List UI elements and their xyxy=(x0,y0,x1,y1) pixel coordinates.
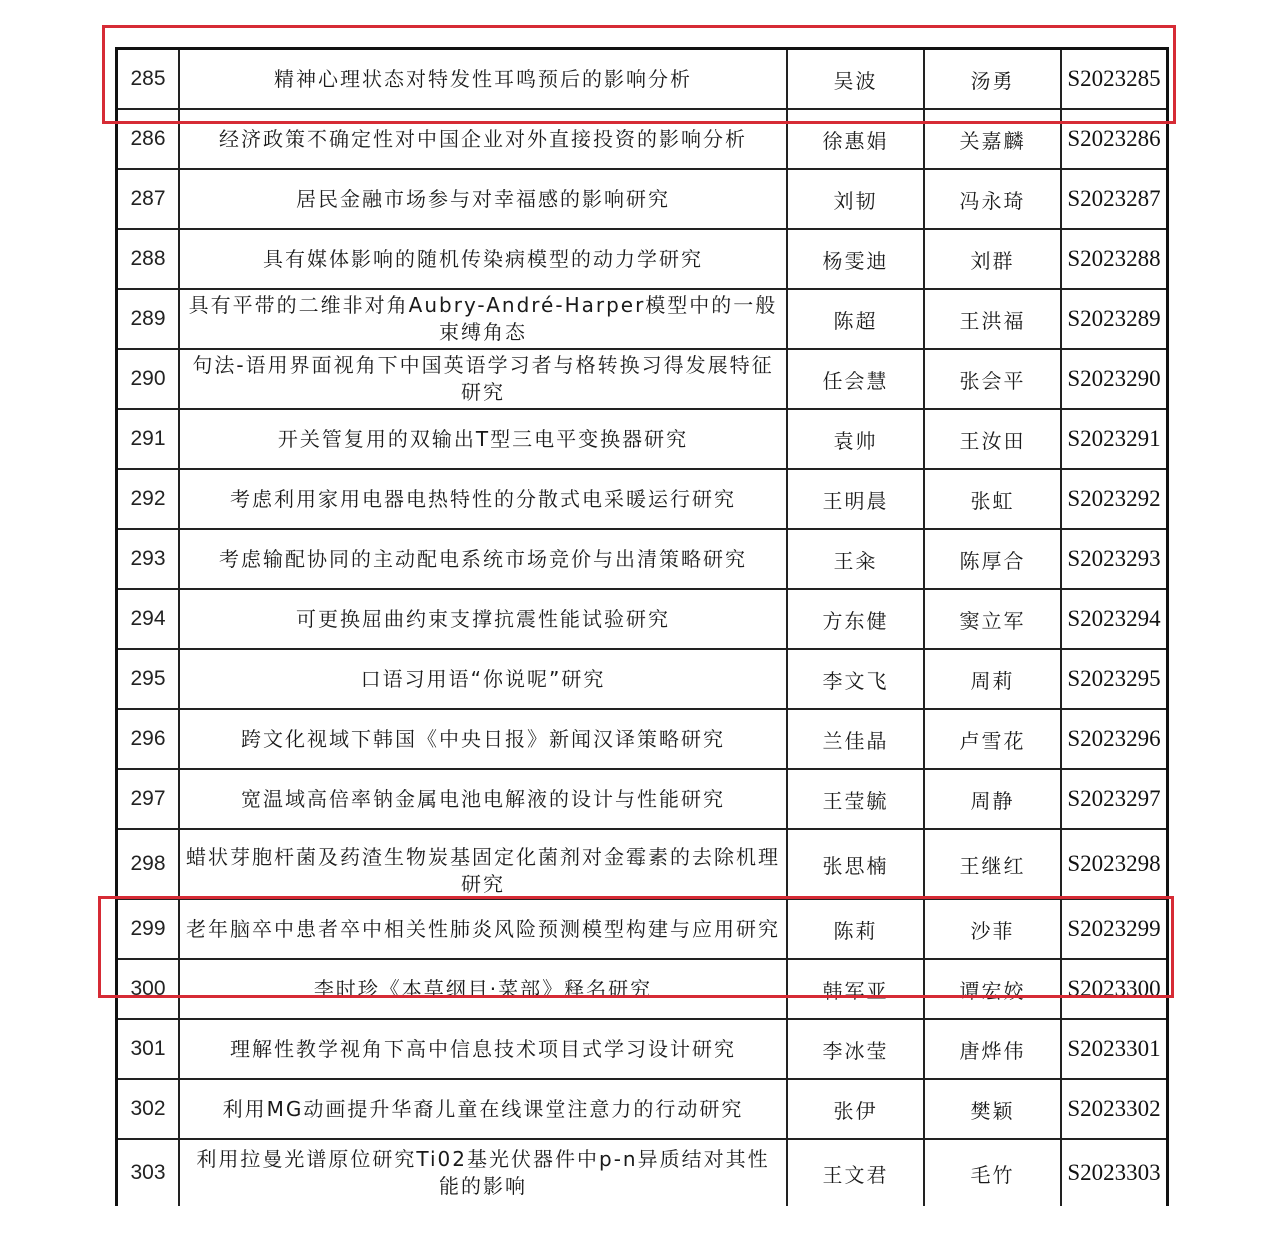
row-number-cell xyxy=(117,1139,180,1206)
project-title-cell xyxy=(179,229,787,289)
row-number-cell xyxy=(117,109,180,169)
row-number: 286 xyxy=(130,127,166,150)
row-number-cell xyxy=(117,229,180,289)
table-row xyxy=(117,49,1168,110)
project-advisor-cell xyxy=(924,109,1061,169)
row-number-cell xyxy=(117,649,180,709)
project-advisor: 谭宏姣 xyxy=(959,978,1026,1003)
project-advisor: 王汝田 xyxy=(959,428,1026,453)
project-code: S2023300 xyxy=(1067,976,1161,1001)
row-number-cell xyxy=(117,1079,180,1139)
row-number: 297 xyxy=(130,787,166,810)
project-code: S2023299 xyxy=(1067,916,1161,941)
project-advisor: 张会平 xyxy=(959,368,1026,393)
table-row xyxy=(117,289,1168,349)
project-leader: 李文飞 xyxy=(822,668,889,693)
project-code: S2023285 xyxy=(1067,66,1161,91)
project-title: 考虑利用家用电器电热特性的分散式电采暖运行研究 xyxy=(230,486,736,511)
project-advisor-cell xyxy=(924,529,1061,589)
project-title: 理解性教学视角下高中信息技术项目式学习设计研究 xyxy=(230,1036,736,1061)
project-code-cell xyxy=(1061,649,1168,709)
project-code-cell xyxy=(1061,709,1168,769)
project-title: 考虑输配协同的主动配电系统市场竞价与出清策略研究 xyxy=(219,546,747,571)
row-number: 302 xyxy=(130,1097,166,1120)
row-number: 294 xyxy=(130,607,166,630)
project-leader-cell xyxy=(787,109,924,169)
project-title: 句法-语用界面视角下中国英语学习者与格转换习得发展特征研究 xyxy=(192,353,774,404)
table-row xyxy=(117,709,1168,769)
project-code-cell xyxy=(1061,169,1168,229)
project-advisor-cell xyxy=(924,649,1061,709)
project-code: S2023296 xyxy=(1067,726,1161,751)
project-title-cell xyxy=(179,169,787,229)
project-leader: 方东健 xyxy=(822,608,889,633)
row-number: 299 xyxy=(130,917,166,940)
project-title: 可更换屈曲约束支撑抗震性能试验研究 xyxy=(296,606,670,631)
project-code: S2023288 xyxy=(1067,246,1161,271)
project-code: S2023303 xyxy=(1067,1160,1161,1185)
table-row xyxy=(117,109,1168,169)
project-code-cell xyxy=(1061,829,1168,899)
project-advisor-cell xyxy=(924,709,1061,769)
project-leader-cell xyxy=(787,49,924,110)
table-row xyxy=(117,1019,1168,1079)
row-number-cell xyxy=(117,289,180,349)
row-number: 289 xyxy=(130,307,166,330)
project-code-cell xyxy=(1061,229,1168,289)
row-number: 287 xyxy=(130,187,166,210)
project-code: S2023293 xyxy=(1067,546,1161,571)
project-leader: 吴波 xyxy=(833,68,878,93)
project-leader-cell xyxy=(787,589,924,649)
table-row xyxy=(117,959,1168,1019)
project-title: 跨文化视域下韩国《中央日报》新闻汉译策略研究 xyxy=(241,726,725,751)
row-number-cell xyxy=(117,959,180,1019)
project-advisor: 毛竹 xyxy=(970,1162,1015,1187)
project-leader-cell xyxy=(787,469,924,529)
project-leader: 李冰莹 xyxy=(822,1038,889,1063)
table-row xyxy=(117,529,1168,589)
project-advisor-cell xyxy=(924,1079,1061,1139)
project-title: 居民金融市场参与对幸福感的影响研究 xyxy=(296,186,670,211)
project-code: S2023301 xyxy=(1067,1036,1161,1061)
project-code: S2023290 xyxy=(1067,366,1161,391)
project-leader-cell xyxy=(787,649,924,709)
project-title: 宽温域高倍率钠金属电池电解液的设计与性能研究 xyxy=(241,786,725,811)
row-number: 295 xyxy=(130,667,166,690)
row-number-cell xyxy=(117,409,180,469)
project-code: S2023287 xyxy=(1067,186,1161,211)
project-title: 开关管复用的双输出T型三电平变换器研究 xyxy=(277,426,689,451)
project-title: 李时珍《本草纲目·菜部》释名研究 xyxy=(313,976,653,1001)
table-row xyxy=(117,1139,1168,1206)
project-title: 蜡状芽胞杆菌及药渣生物炭基固定化菌剂对金霉素的去除机理研究 xyxy=(186,845,780,896)
project-advisor-cell xyxy=(924,899,1061,959)
project-leader: 任会慧 xyxy=(822,368,889,393)
project-title: 口语习用语“你说呢”研究 xyxy=(360,666,606,691)
row-number: 293 xyxy=(130,547,166,570)
project-title-cell xyxy=(179,349,787,409)
table-row xyxy=(117,769,1168,829)
project-title-cell xyxy=(179,109,787,169)
project-leader-cell xyxy=(787,709,924,769)
project-advisor-cell xyxy=(924,169,1061,229)
project-code-cell xyxy=(1061,409,1168,469)
project-code: S2023294 xyxy=(1067,606,1161,631)
project-title-cell xyxy=(179,1079,787,1139)
project-advisor: 唐烨伟 xyxy=(959,1038,1026,1063)
row-number-cell xyxy=(117,899,180,959)
project-advisor: 陈厚合 xyxy=(959,548,1026,573)
project-title: 具有媒体影响的随机传染病模型的动力学研究 xyxy=(263,246,703,271)
project-advisor-cell xyxy=(924,349,1061,409)
project-leader-cell xyxy=(787,1019,924,1079)
project-code-cell xyxy=(1061,1079,1168,1139)
project-title-cell xyxy=(179,959,787,1019)
project-code-cell xyxy=(1061,289,1168,349)
project-advisor: 冯永琦 xyxy=(959,188,1026,213)
project-advisor-cell xyxy=(924,829,1061,899)
project-advisor-cell xyxy=(924,1019,1061,1079)
project-code-cell xyxy=(1061,109,1168,169)
project-code: S2023289 xyxy=(1067,306,1161,331)
project-code-cell xyxy=(1061,959,1168,1019)
row-number-cell xyxy=(117,769,180,829)
project-advisor-cell xyxy=(924,469,1061,529)
project-leader-cell xyxy=(787,409,924,469)
project-advisor: 张虹 xyxy=(970,488,1015,513)
table-row xyxy=(117,349,1168,409)
project-code-cell xyxy=(1061,529,1168,589)
row-number: 291 xyxy=(130,427,166,450)
project-leader: 刘韧 xyxy=(833,188,878,213)
project-advisor-cell xyxy=(924,229,1061,289)
table-row xyxy=(117,409,1168,469)
project-advisor: 汤勇 xyxy=(970,68,1015,93)
row-number-cell xyxy=(117,589,180,649)
project-leader-cell xyxy=(787,289,924,349)
project-leader-cell xyxy=(787,829,924,899)
project-leader-cell xyxy=(787,1079,924,1139)
project-leader-cell xyxy=(787,529,924,589)
project-advisor-cell xyxy=(924,289,1061,349)
project-leader: 杨雯迪 xyxy=(822,248,889,273)
project-title-cell xyxy=(179,49,787,110)
row-number-cell xyxy=(117,709,180,769)
row-number: 296 xyxy=(130,727,166,750)
table-row xyxy=(117,169,1168,229)
project-leader: 王莹毓 xyxy=(822,788,889,813)
project-title: 经济政策不确定性对中国企业对外直接投资的影响分析 xyxy=(219,126,747,151)
row-number-cell xyxy=(117,349,180,409)
project-title: 利用拉曼光谱原位研究Ti02基光伏器件中p-n异质结对其性能的影响 xyxy=(196,1147,770,1198)
table-body xyxy=(117,49,1168,1207)
project-code: S2023295 xyxy=(1067,666,1161,691)
row-number-cell xyxy=(117,169,180,229)
project-leader: 王明晨 xyxy=(822,488,889,513)
project-code-cell xyxy=(1061,1019,1168,1079)
project-leader: 袁帅 xyxy=(833,428,878,453)
project-advisor: 沙菲 xyxy=(970,918,1015,943)
project-advisor: 卢雪花 xyxy=(959,728,1026,753)
project-title: 老年脑卒中患者卒中相关性肺炎风险预测模型构建与应用研究 xyxy=(186,916,780,941)
project-leader-cell xyxy=(787,959,924,1019)
row-number: 298 xyxy=(130,852,166,875)
table-row xyxy=(117,829,1168,899)
project-leader: 陈莉 xyxy=(833,918,878,943)
row-number: 301 xyxy=(130,1037,166,1060)
project-advisor-cell xyxy=(924,769,1061,829)
project-leader: 陈超 xyxy=(833,308,878,333)
project-title-cell xyxy=(179,649,787,709)
table-row xyxy=(117,899,1168,959)
project-code: S2023297 xyxy=(1067,786,1161,811)
row-number-cell xyxy=(117,469,180,529)
project-title-cell xyxy=(179,1019,787,1079)
project-advisor-cell xyxy=(924,49,1061,110)
project-code-cell xyxy=(1061,769,1168,829)
table-row xyxy=(117,229,1168,289)
project-title-cell xyxy=(179,1139,787,1206)
row-number-cell xyxy=(117,829,180,899)
project-title-cell xyxy=(179,529,787,589)
project-advisor: 樊颖 xyxy=(970,1098,1015,1123)
project-advisor: 周静 xyxy=(970,788,1015,813)
project-title: 利用MG动画提升华裔儿童在线课堂注意力的行动研究 xyxy=(222,1096,744,1121)
project-advisor: 窦立军 xyxy=(959,608,1026,633)
row-number: 300 xyxy=(130,977,166,1000)
project-title: 具有平带的二维非对角Aubry-André-Harper模型中的一般束缚角态 xyxy=(188,293,778,344)
row-number-cell xyxy=(117,1019,180,1079)
row-number: 290 xyxy=(130,367,166,390)
project-code: S2023298 xyxy=(1067,851,1161,876)
project-leader: 张伊 xyxy=(833,1098,878,1123)
project-title-cell xyxy=(179,289,787,349)
table-row xyxy=(117,1079,1168,1139)
project-leader-cell xyxy=(787,1139,924,1206)
project-title-cell xyxy=(179,409,787,469)
project-code: S2023292 xyxy=(1067,486,1161,511)
project-leader: 王文君 xyxy=(822,1162,889,1187)
project-title-cell xyxy=(179,829,787,899)
project-leader: 兰佳晶 xyxy=(822,728,889,753)
project-advisor: 王继红 xyxy=(959,853,1026,878)
project-code-cell xyxy=(1061,589,1168,649)
project-title-cell xyxy=(179,469,787,529)
project-leader: 王籴 xyxy=(833,548,878,573)
project-advisor: 周莉 xyxy=(970,668,1015,693)
project-table xyxy=(115,47,1169,1206)
project-advisor: 刘群 xyxy=(970,248,1015,273)
project-code: S2023286 xyxy=(1067,126,1161,151)
table-row xyxy=(117,469,1168,529)
project-leader-cell xyxy=(787,349,924,409)
project-leader-cell xyxy=(787,899,924,959)
project-leader-cell xyxy=(787,169,924,229)
project-title-cell xyxy=(179,899,787,959)
project-advisor: 关嘉麟 xyxy=(959,128,1026,153)
project-title-cell xyxy=(179,709,787,769)
row-number: 288 xyxy=(130,247,166,270)
project-advisor-cell xyxy=(924,589,1061,649)
project-leader-cell xyxy=(787,769,924,829)
project-code-cell xyxy=(1061,1139,1168,1206)
project-advisor-cell xyxy=(924,409,1061,469)
project-advisor-cell xyxy=(924,1139,1061,1206)
project-title: 精神心理状态对特发性耳鸣预后的影响分析 xyxy=(274,66,692,91)
table-row xyxy=(117,589,1168,649)
project-code-cell xyxy=(1061,49,1168,110)
project-leader: 韩军亚 xyxy=(822,978,889,1003)
project-leader-cell xyxy=(787,229,924,289)
row-number-cell xyxy=(117,529,180,589)
project-code-cell xyxy=(1061,469,1168,529)
project-title-cell xyxy=(179,589,787,649)
project-code-cell xyxy=(1061,349,1168,409)
project-leader: 张思楠 xyxy=(822,853,889,878)
row-number: 285 xyxy=(130,67,166,90)
row-number: 303 xyxy=(130,1161,166,1184)
project-code: S2023291 xyxy=(1067,426,1161,451)
project-advisor: 王洪福 xyxy=(959,308,1026,333)
table-row xyxy=(117,649,1168,709)
row-number: 292 xyxy=(130,487,166,510)
row-number-cell xyxy=(117,49,180,110)
project-advisor-cell xyxy=(924,959,1061,1019)
project-code: S2023302 xyxy=(1067,1096,1161,1121)
project-code-cell xyxy=(1061,899,1168,959)
project-title-cell xyxy=(179,769,787,829)
project-leader: 徐惠娟 xyxy=(822,128,889,153)
